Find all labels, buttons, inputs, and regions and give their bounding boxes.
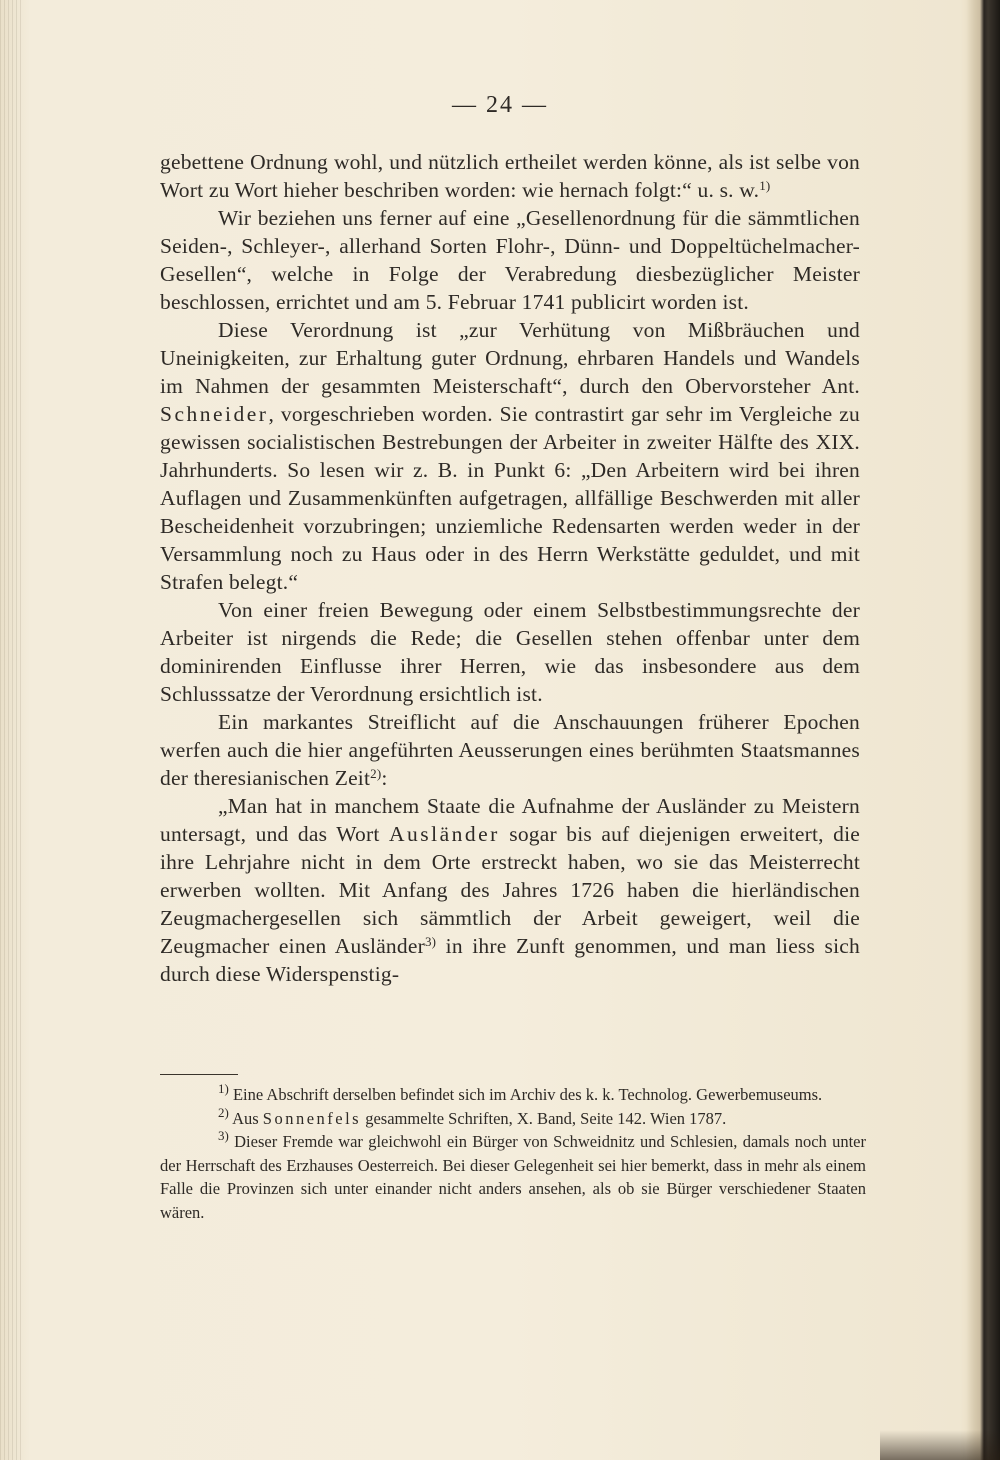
main-text (160, 148, 860, 988)
footnote-2: $^{2)}$ Aus Sonnenfels gesammelte Schriften, X. Band, Seite 142. Wien 1787. (218, 1104, 727, 1128)
binding-edge (0, 0, 22, 1460)
word-auslaender: Ausländer (388, 822, 500, 846)
footnote-1: $^{1)}$ Eine Abschrift derselben befindet sich im Archiv des k. k. Technolog. Gewerbemuseums. (218, 1081, 823, 1104)
paragraph-5: Ein markantes Streiflicht auf die Anschauungen früherer Epochen werfen auch die hier angeführten Aeusserungen eines berühmten Staatsmannes der theresianischen Zeit$^{2)}$: (160, 710, 860, 790)
author-sonnenfels: Sonnenfels (262, 1108, 362, 1128)
paragraph-2: Wir beziehen uns ferner auf eine „Gesellenordnung für die sämmtlichen Seiden-, Schleyer-, allerhand Sorten Flohr-, Dünn- und Doppeltüchelmacher-Gesellen“, welche in Folge der Verabredung diesbezüglicher Meister beschlossen, errichtet und am 5. Februar 1741 publicirt worden ist. (160, 206, 860, 314)
page-corner-shadow (880, 1430, 1000, 1460)
page-number: — 24 — (452, 92, 548, 118)
footnote-ref-2: 2) (370, 766, 382, 781)
footnote-divider (160, 1074, 238, 1075)
footnote-3: $^{3)}$ Dieser Fremde war gleichwohl ein Bürger von Schweidnitz und Schlesien, damals noch unter der Herrschaft des Erzhauses Oesterreich. Bei dieser Gelegenheit sei hier bemerkt, dass in mehr als einem Falle die Provinzen sich unter einander nicht anders ansehen, als ob sie Bürger verschiedener Staaten wären. (160, 1128, 866, 1222)
paragraph-6: „Man hat in manchem Staate die Aufnahme der Ausländer zu Meistern untersagt, und das Wort Ausländer sogar bis auf diejenigen erweitert, die ihre Lehrjahre nicht in dem Orte erstreckt haben, wo sie das Meisterrecht erwerben wollten. Mit Anfang des Jahres 1726 haben die hierländischen Zeugmachergesellen sich sämmtlich der Arbeit geweigert, weil die Zeugmacher einen Ausländer$^{3)}$ in ihre Zunft genommen, und man liess sich durch diese Widerspenstig- (160, 794, 861, 986)
name-schneider: Schneider (160, 402, 269, 426)
paragraph-3: Diese Verordnung ist „zur Verhütung von Mißbräuchen und Uneinigkeiten, zur Erhaltung guter Ordnung, ehrbaren Handels und Wandels im Nahmen der gesammten Meisterschaft“, durch den Obervorsteher Ant. Schneider, vorgeschrieben worden. Sie contrastirt gar sehr im Vergleiche zu gewissen socialistischen Bestrebungen der Arbeiter in zweiter Hälfte des XIX. Jahrhunderts. So lesen wir z. B. in Punkt 6: „Den Arbeitern wird bei ihren Auflagen und Zusammenkünften aufgetragen, allfällige Beschwerden mit aller Bescheidenheit vorzubringen; unziemliche Redensarten werden weder in der Versammlung noch zu Haus oder in des Herrn Werkstätte geduldet, und mit Strafen belegt.“ (160, 318, 860, 594)
paragraph-4: Von einer freien Bewegung oder einem Selbstbestimmungsrechte der Arbeiter ist nirgends die Rede; die Gesellen stehen offenbar unter dem dominirenden Einflusse ihrer Herren, wie das insbesondere aus dem Schlusssatze der Verordnung ersichtlich ist. (160, 598, 860, 706)
page-edge-shadow (966, 0, 1000, 1460)
footnote-ref-3: 3) (424, 934, 437, 949)
footnote-ref-1: 1) (759, 178, 771, 193)
footnotes (160, 1083, 866, 1224)
paragraph-1: gebettene Ordnung wohl, und nützlich ertheilet werden könne, als ist selbe von Wort zu Wort hieher beschriben worden: wie hernach folgt:“ u. s. w.$^{1)}$ (160, 150, 860, 202)
